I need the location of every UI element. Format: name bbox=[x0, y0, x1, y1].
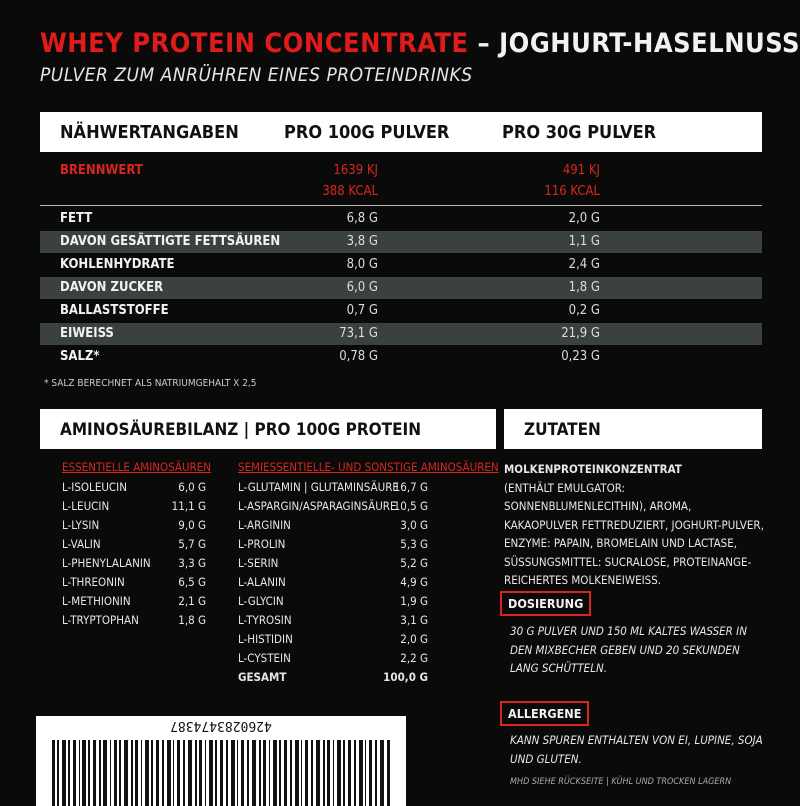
barcode bbox=[36, 716, 406, 806]
list-item bbox=[62, 575, 212, 594]
allergens-label: ALLERGENE bbox=[500, 701, 589, 726]
nutrition-row bbox=[40, 254, 762, 276]
amino-header-label: AMINOSÄUREBILANZ | PRO 100G PROTEIN bbox=[60, 420, 422, 440]
nutrition-row bbox=[40, 300, 762, 322]
amino-value: 5,2 G bbox=[400, 556, 428, 570]
essential-amino-list bbox=[62, 480, 212, 632]
product-subtitle: PULVER ZUM ANRÜHREN EINES PROTEINDRINKS bbox=[40, 64, 473, 86]
amino-name: L-LEUCIN bbox=[62, 499, 110, 513]
amino-name: L-GLUTAMIN | GLUTAMINSÄURE bbox=[238, 480, 399, 494]
nutrition-value-30g: 2,0 G bbox=[568, 211, 600, 226]
amino-name: L-SERIN bbox=[238, 556, 279, 570]
nutrition-label: EIWEISS bbox=[60, 326, 114, 341]
nutrition-label: DAVON GESÄTTIGTE FETTSÄUREN bbox=[60, 234, 281, 249]
nutrition-row bbox=[40, 346, 762, 368]
nutrition-value-100g: 6,8 G bbox=[346, 211, 378, 226]
amino-name: L-VALIN bbox=[62, 537, 101, 551]
ingredients-text bbox=[504, 460, 766, 590]
amino-value: 1,8 G bbox=[178, 613, 206, 627]
energy-label: BRENNWERT bbox=[60, 163, 143, 178]
amino-value: 1,9 G bbox=[400, 594, 428, 608]
amino-total-label: GESAMT bbox=[238, 670, 287, 684]
list-item bbox=[238, 613, 434, 632]
list-item bbox=[62, 480, 212, 499]
nutrition-value-30g: 1,1 G bbox=[568, 234, 600, 249]
amino-name: L-THREONIN bbox=[62, 575, 125, 589]
divider bbox=[40, 205, 762, 206]
list-item bbox=[62, 594, 212, 613]
nutrition-row bbox=[40, 277, 762, 299]
nutrition-value-30g: 0,2 G bbox=[568, 303, 600, 318]
nutrition-row bbox=[40, 208, 762, 230]
amino-name: L-ASPARGIN/ASPARAGINSÄURE bbox=[238, 499, 397, 513]
nutrition-value-100g: 6,0 G bbox=[346, 280, 378, 295]
barcode-number: 4260283474387 bbox=[170, 718, 272, 733]
list-item bbox=[62, 499, 212, 518]
amino-value: 10,5 G bbox=[393, 499, 428, 513]
ingredients-main: MOLKENPROTEINKONZENTRAT bbox=[504, 462, 682, 476]
amino-value: 2,1 G bbox=[178, 594, 206, 608]
amino-name: L-ARGININ bbox=[238, 518, 291, 532]
salt-footnote: * SALZ BERECHNET ALS NATRIUMGEHALT X 2,5 bbox=[44, 378, 257, 389]
list-item bbox=[238, 518, 434, 537]
nutrition-header bbox=[40, 112, 762, 152]
amino-value: 9,0 G bbox=[178, 518, 206, 532]
energy-row bbox=[40, 160, 762, 182]
energy-kj-30g: 491 KJ bbox=[562, 163, 600, 178]
nutrition-row bbox=[40, 323, 762, 345]
list-item bbox=[238, 537, 434, 556]
amino-name: L-PROLIN bbox=[238, 537, 286, 551]
nutrition-value-100g: 3,8 G bbox=[346, 234, 378, 249]
list-item bbox=[62, 556, 212, 575]
energy-kcal-100g: 388 KCAL bbox=[322, 184, 378, 199]
product-title bbox=[40, 28, 800, 59]
product-title-flavor: – JOGHURT-HASELNUSS bbox=[468, 28, 800, 59]
semi-amino-title: SEMIESSENTIELLE- UND SONSTIGE AMINOSÄUREN bbox=[238, 460, 499, 474]
nutrition-value-100g: 8,0 G bbox=[346, 257, 378, 272]
amino-name: L-PHENYLALANIN bbox=[62, 556, 151, 570]
nutrition-header-100g: PRO 100G PULVER bbox=[284, 122, 450, 143]
nutrition-label: KOHLENHYDRATE bbox=[60, 257, 175, 272]
amino-value: 2,0 G bbox=[400, 632, 428, 646]
essential-amino-title: ESSENTIELLE AMINOSÄUREN bbox=[62, 460, 212, 474]
amino-value: 3,0 G bbox=[400, 518, 428, 532]
amino-value: 5,7 G bbox=[178, 537, 206, 551]
list-item bbox=[238, 499, 434, 518]
product-title-red: WHEY PROTEIN CONCENTRATE bbox=[40, 28, 469, 59]
amino-value: 16,7 G bbox=[393, 480, 428, 494]
amino-name: L-ISOLEUCIN bbox=[62, 480, 127, 494]
storage-footer: MHD SIEHE RÜCKSEITE | KÜHL UND TROCKEN LAGERN bbox=[510, 777, 732, 787]
amino-name: L-TRYPTOPHAN bbox=[62, 613, 139, 627]
list-item bbox=[62, 613, 212, 632]
amino-value: 3,1 G bbox=[400, 613, 428, 627]
ingredients-header-label: ZUTATEN bbox=[524, 420, 601, 440]
list-item bbox=[62, 537, 212, 556]
amino-header bbox=[40, 409, 496, 449]
amino-total-value: 100,0 G bbox=[383, 670, 428, 684]
nutrition-label: SALZ* bbox=[60, 349, 100, 364]
list-item bbox=[238, 575, 434, 594]
amino-value: 6,5 G bbox=[178, 575, 206, 589]
semi-amino-list bbox=[238, 480, 434, 689]
nutrition-value-30g: 1,8 G bbox=[568, 280, 600, 295]
list-item bbox=[238, 594, 434, 613]
list-item bbox=[238, 556, 434, 575]
amino-value: 2,2 G bbox=[400, 651, 428, 665]
list-item bbox=[238, 480, 434, 499]
nutrition-value-30g: 21,9 G bbox=[561, 326, 600, 341]
barcode-bars bbox=[52, 740, 390, 806]
nutrition-value-100g: 0,78 G bbox=[339, 349, 378, 364]
nutrition-value-100g: 73,1 G bbox=[339, 326, 378, 341]
allergens-text: KANN SPUREN ENTHALTEN VON EI, LUPINE, SOJA UND GLUTEN. bbox=[510, 733, 763, 766]
energy-kcal-30g: 116 KCAL bbox=[544, 184, 600, 199]
nutrition-row bbox=[40, 231, 762, 253]
energy-kcal-row bbox=[40, 181, 762, 203]
nutrition-header-30g: PRO 30G PULVER bbox=[502, 122, 657, 143]
list-item bbox=[62, 518, 212, 537]
nutrition-label: DAVON ZUCKER bbox=[60, 280, 164, 295]
amino-total-row bbox=[238, 670, 434, 689]
energy-kj-100g: 1639 KJ bbox=[333, 163, 378, 178]
ingredients-list: (ENTHÄLT EMULGATOR: SONNENBLUMENLECITHIN), AROMA, KAKAOPULVER FETTREDUZIERT, JOGHURT-PULVER, ENZYME: PAPAIN, BROMELAIN UND LACTASE, SÜSSUNGSMITTEL: SUCRALOSE, PROTEINANGE-REICHERTES MOLKENEIWEISS. bbox=[504, 480, 764, 587]
dosage-label: DOSIERUNG bbox=[500, 591, 591, 616]
amino-name: L-TYROSIN bbox=[238, 613, 292, 627]
amino-name: L-CYSTEIN bbox=[238, 651, 291, 665]
amino-value: 6,0 G bbox=[178, 480, 206, 494]
amino-name: L-HISTIDIN bbox=[238, 632, 293, 646]
amino-name: L-ALANIN bbox=[238, 575, 286, 589]
nutrition-value-100g: 0,7 G bbox=[346, 303, 378, 318]
nutrition-value-30g: 0,23 G bbox=[561, 349, 600, 364]
amino-name: L-LYSIN bbox=[62, 518, 100, 532]
list-item bbox=[238, 651, 434, 670]
nutrition-value-30g: 2,4 G bbox=[568, 257, 600, 272]
amino-value: 5,3 G bbox=[400, 537, 428, 551]
amino-value: 11,1 G bbox=[171, 499, 206, 513]
amino-value: 4,9 G bbox=[400, 575, 428, 589]
nutrition-header-label: NÄHWERTANGABEN bbox=[60, 122, 239, 143]
amino-value: 3,3 G bbox=[178, 556, 206, 570]
amino-name: L-METHIONIN bbox=[62, 594, 131, 608]
nutrition-label: BALLASTSTOFFE bbox=[60, 303, 169, 318]
ingredients-header bbox=[504, 409, 762, 449]
list-item bbox=[238, 632, 434, 651]
nutrition-label: FETT bbox=[60, 211, 93, 226]
dosage-text: 30 G PULVER UND 150 ML KALTES WASSER IN DEN MIXBECHER GEBEN UND 20 SEKUNDEN LANG SCHÜTTELN. bbox=[510, 624, 747, 675]
amino-name: L-GLYCIN bbox=[238, 594, 284, 608]
